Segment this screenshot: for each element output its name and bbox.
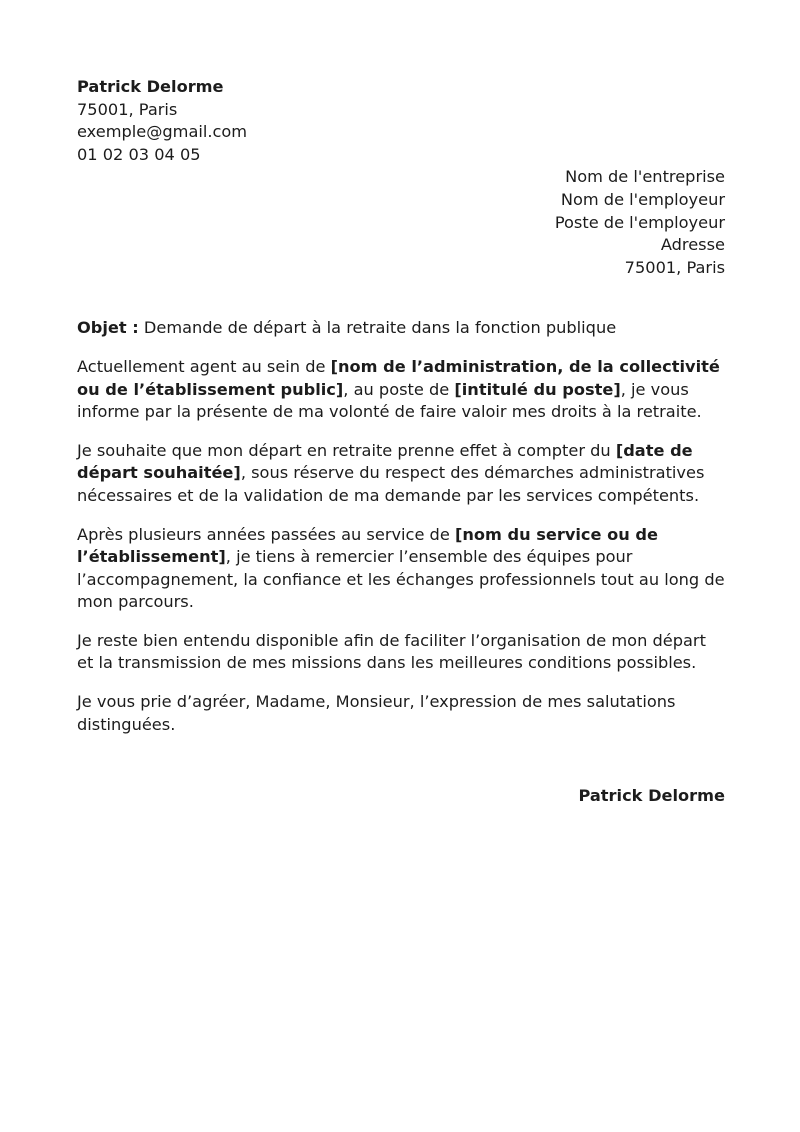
- paragraph-3: [77, 524, 725, 614]
- paragraph-4: Je reste bien entendu disponible afin de faciliter l’organisation de mon départ et la transmission de mes missions dans les meilleures conditions possibles.: [77, 630, 706, 673]
- paragraph-1-placeholder-poste: [intitulé du poste]: [454, 379, 621, 399]
- sender-city: 75001, Paris: [77, 99, 178, 119]
- paragraph-1: [77, 356, 725, 424]
- paragraph-5: Je vous prie d’agréer, Madame, Monsieur, l’expression de mes salutations distinguées.: [77, 692, 676, 734]
- paragraph-2-text-c: , sous réserve du respect des démarches administratives nécessaires et de la validation de ma demande par les services compétents.: [77, 463, 705, 505]
- recipient-address: Adresse: [660, 235, 725, 255]
- recipient-employer: Nom de l'employeur: [560, 189, 725, 209]
- recipient-company: Nom de l'entreprise: [565, 167, 725, 187]
- sender-block: [77, 76, 725, 166]
- paragraph-2-placeholder-date: [date de départ souhaitée]: [77, 440, 693, 483]
- paragraph-3-placeholder-service: [nom du service ou de l’établissement]: [77, 524, 658, 567]
- recipient-position: Poste de l'employeur: [554, 212, 725, 232]
- subject-label: Objet :: [77, 318, 139, 338]
- sender-phone: 01 02 03 04 05: [77, 144, 201, 164]
- paragraph-3-text-a: Après plusieurs années passées au service de: [77, 524, 455, 544]
- sender-email: exemple@gmail.com: [77, 122, 248, 142]
- paragraph-3-text-c: , je tiens à remercier l’ensemble des équipes pour l’accompagnement, la confiance et les échanges professionnels tout au long de mon parcours.: [77, 547, 725, 612]
- paragraph-1-placeholder-administration: [nom de l’administration, de la collectivité ou de l’établissement public]: [77, 356, 720, 399]
- recipient-block: [77, 166, 725, 279]
- signature: Patrick Delorme: [578, 786, 725, 806]
- paragraph-1-text-a: Actuellement agent au sein de: [77, 356, 331, 376]
- paragraph-2-text-a: Je souhaite que mon départ en retraite prenne effet à compter du: [77, 440, 616, 460]
- recipient-city: 75001, Paris: [624, 257, 725, 277]
- subject-text: Demande de départ à la retraite dans la fonction publique: [143, 318, 617, 338]
- paragraph-1-text-c: , au poste de: [343, 379, 455, 399]
- subject-line: [77, 317, 725, 340]
- sender-name: Patrick Delorme: [77, 77, 224, 96]
- paragraph-1-text-d: , je vous informe par la présente de ma volonté de faire valoir mes droits à la retraite.: [77, 379, 702, 422]
- letter-content: [77, 76, 725, 808]
- paragraph-2: [77, 440, 725, 508]
